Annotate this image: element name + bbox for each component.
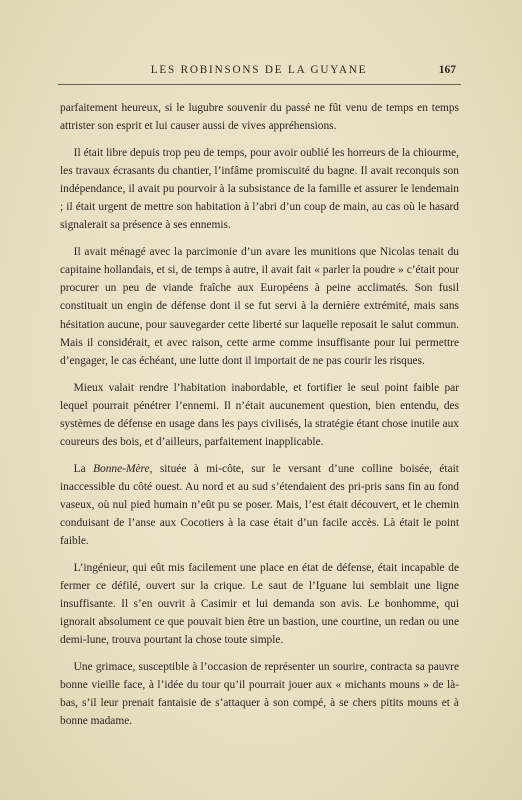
body-text: [60, 99, 459, 731]
paragraph: La Bonne-Mère, située à mi-côte, sur le versant d’une colline boisée, était inaccessible du côté ouest. Au nord et au sud s’étendaient des pri-pris sans fin au fond vaseux, où nul pied humain n’eût pu se poser. Mais, l’est était découvert, et le chemin conduisant de l’anse aux Cocotiers à la case était d’un facile accès. Là était le point faible.: [60, 462, 459, 548]
page-number: 167: [438, 64, 456, 76]
page-header: [58, 64, 460, 80]
paragraph-rest: située à mi-côte, sur le versant d’une colline boisée, était inaccessible du côté ouest. Au nord et au sud s’étendaient des pri-pris sans fin au fond vaseux, où nul pied humain n’eût pu se poser. Mais, l’est était découvert, et le chemin conduisant de l’anse aux Cocotiers à la case était d’un facile accès. Là était le point faible.: [60, 462, 459, 548]
paragraph: Mieux valait rendre l’habitation inabordable, et fortifier le seul point faible par lequel pourrait pénétrer l’ennemi. Il n’était aucunement question, bien entendu, des systèmes de défense en usage dans les pays civilisés, la stratégie étant chose inutile aux coureurs des bois, et d’ailleurs, parfaitement inapplicable.: [60, 381, 459, 448]
paragraph: L’ingénieur, qui eût mis facilement une place en état de défense, était incapable de fermer ce défilé, ouvert sur la crique. Le saut de l’Iguane lui semblait une ligne insuffisante. Il s’en ouvrit à Casimir et lui demanda son avis. Le bonhomme, qui ignorait absolument ce que pouvait bien être un bastion, une courtine, un redan ou une demi-lune, trouva pourtant la chose toute simple.: [60, 562, 459, 647]
place-name-bonne-mere: Bonne-Mère: [93, 462, 150, 475]
paragraph: Il avait ménagé avec la parcimonie d’un avare les munitions que Nicolas tenait du capitaine hollandais, et si, de temps à autre, il avait fait « parler la poudre » c’était pour procurer un peu de viande fraîche aux Européens à peine acclimatés. Son fusil constituait un engin de défense dont il se fut servi à la dernière extrémité, mais sans hésitation aucune, pour sauvegarder cette liberté sur laquelle reposait le salut commun. Mais il considérait, et avec raison, cette arme comme insuffisante pour lui permettre d’engager, le cas échéant, une lutte dont il importait de ne pas courir les risques.: [60, 246, 459, 367]
paragraph: Une grimace, susceptible à l’occasion de représenter un sourire, contracta sa pauvre bonne vieille face, à l’idée du tour qu’il pourrait jouer aux « michants mouns » de là-bas, s’il leur prenait fantaisie de s’attaquer à son compé, à se chers pitits mouns et à bonne madame.: [60, 661, 459, 728]
running-title: LES ROBINSONS DE LA GUYANE: [150, 64, 368, 76]
paragraph: parfaitement heureux, si le lugubre souvenir du passé ne fût venu de temps en temps attrister son esprit et lui causer aussi de vives appréhensions.: [60, 102, 459, 133]
paragraph: Il était libre depuis trop peu de temps, pour avoir oublié les horreurs de la chiourme, les travaux écrasants du chantier, l’infâme promiscuité du bagne. Il avait reconquis son indépendance, il avait pu pourvoir à la subsistance de la famille et assurer le lendemain ; il était urgent de mettre son habitation à l’abri d’un coup de main, au cas où le hasard signalerait sa présence à ses ennemis.: [60, 147, 459, 232]
header-rule: [58, 84, 461, 85]
